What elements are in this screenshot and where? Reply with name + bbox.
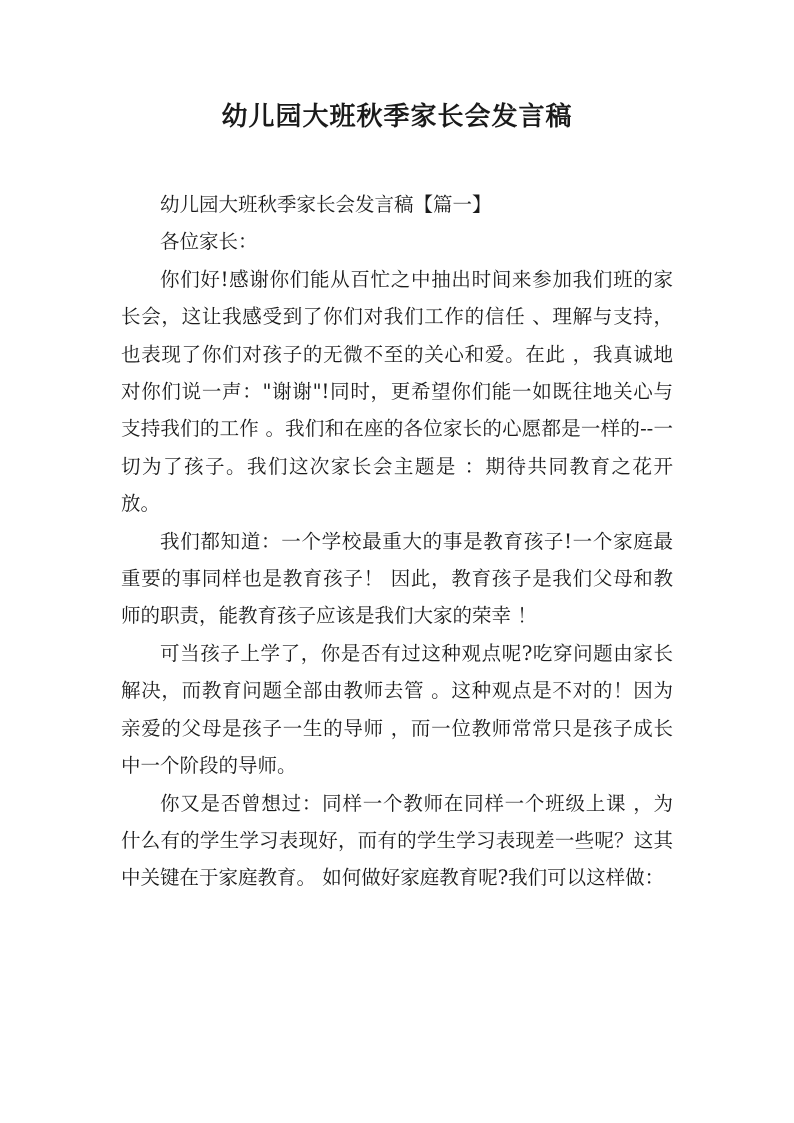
section-heading: 幼儿园大班秋季家长会发言稿【篇一】: [160, 193, 492, 216]
salutation: 各位家长：: [160, 230, 258, 254]
paragraph: 你又是否曾想过：同样一个教师在同样一个班级上课 ，为什么有的学生学习表现好，而有的学生学习表现差一些呢？这其中关键在于家庭教育。 如何做好家庭教育呢?我们可以这样做：: [121, 791, 673, 890]
paragraph: 可当孩子上学了，你是否有过这种观点呢?吃穿问题由家长解决，而教育问题全部由教师去管 。这种观点是不对的！因为亲爱的父母是孩子一生的导师 ，而一位教师常常只是孩子成长中一个阶段的导师。: [121, 641, 673, 778]
page-title: 幼儿园大班秋季家长会发言稿: [221, 102, 573, 132]
document-body: [121, 186, 673, 897]
paragraph: 你们好!感谢你们能从百忙之中抽出时间来参加我们班的家长会，这让我感受到了你们对我们工作的信任 、理解与支持，也表现了你们对孩子的无微不至的关心和爱。在此 ，我真诚地对你们说一声："谢谢"!同时，更希望你们能一如既往地关心与支持我们的工作 。我们和在座的各位家长的心愿都是一样的--一切为了孩子。我们这次家长会主题是 ：期待共同教育之花开放。: [121, 267, 673, 516]
paragraph: 我们都知道：一个学校最重大的事是教育孩子!一个家庭最重要的事同样也是教育孩子！ 因此，教育孩子是我们父母和教师的职责，能教育孩子应该是我们大家的荣幸 ！: [121, 529, 673, 628]
